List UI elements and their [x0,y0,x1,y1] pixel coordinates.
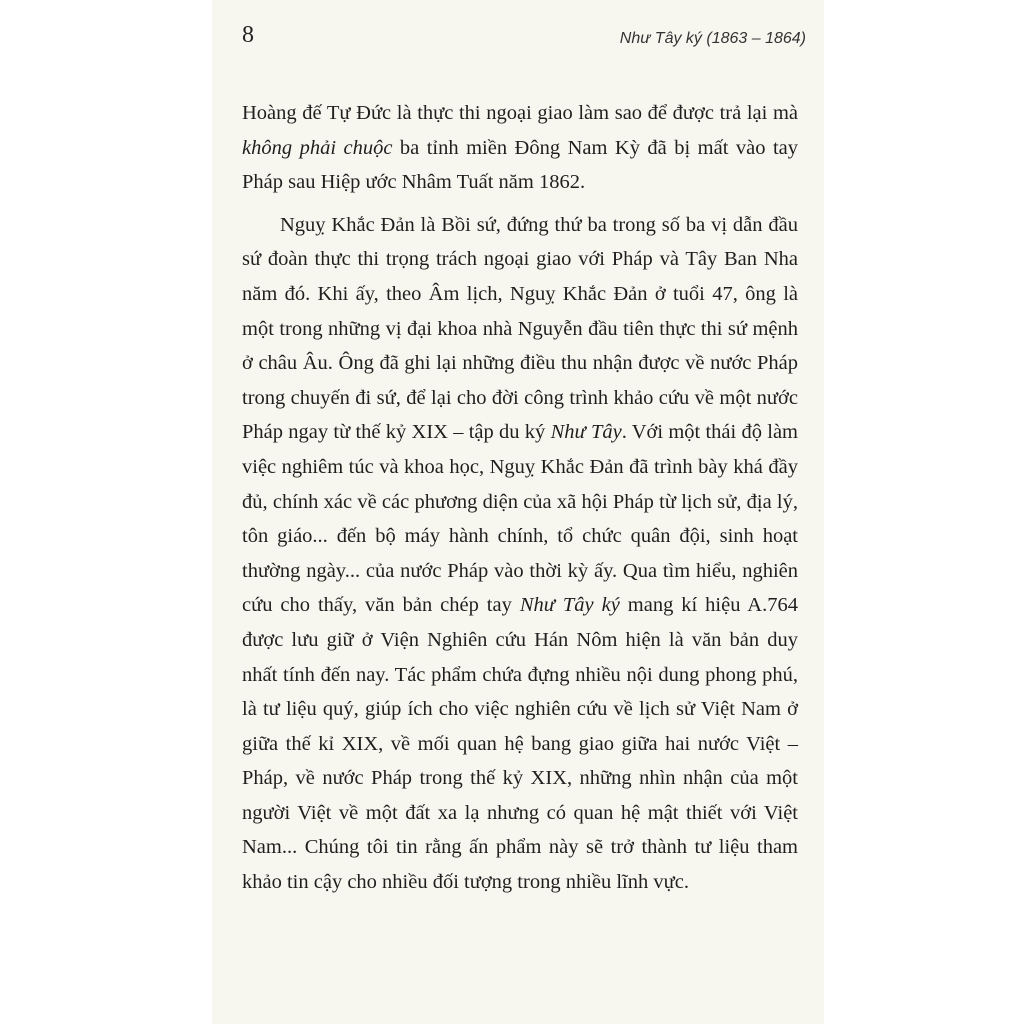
paragraph [242,208,798,900]
text-run: ba tỉnh miền Đông Nam Kỳ đã bị mất vào tay Pháp sau Hiệp ước Nhâm Tuất năm 1862. [242,136,798,194]
italic-text: Như Tây [550,421,622,444]
text-run: . Với một thái độ làm việc nghiêm túc và khoa học, Nguỵ Khắc Đản đã trình bày khá đầy đủ, chính xác về các phương diện của xã hội Pháp từ lịch sử, địa lý, tôn giáo... đến bộ máy hành chính, tổ chức quân đội, sinh hoạt thường ngày... của nước Pháp vào thời kỳ ấy. Qua tìm hiểu, nghiên cứu cho thấy, văn bản chép tay [242,421,798,617]
body-text [242,96,798,900]
italic-text: Như Tây ký [519,594,620,617]
italic-text: không phải chuộc [242,136,393,159]
paragraph [242,96,798,200]
text-run: Hoàng đế Tự Đức là thực thi ngoại giao làm sao để được trả lại mà [242,102,798,124]
text-run: Nguỵ Khắc Đản là Bồi sứ, đứng thứ ba trong số ba vị dẫn đầu sứ đoàn thực thi trọng trách ngoại giao với Pháp và Tây Ban Nha năm đó. Khi ấy, theo Âm lịch, Nguỵ Khắc Đản ở tuổi 47, ông là một trong những vị đại khoa nhà Nguyễn đầu tiên thực thi sứ mệnh ở châu Âu. Ông đã ghi lại những điều thu nhận được về nước Pháp trong chuyến đi sứ, để lại cho đời công trình khảo cứu về một nước Pháp ngay từ thế kỷ XIX – tập du ký [242,213,798,444]
running-head: Như Tây ký (1863 – 1864) [619,30,806,47]
page-number: 8 [242,22,254,48]
text-run: mang kí hiệu A.764 được lưu giữ ở Viện Nghiên cứu Hán Nôm hiện là văn bản duy nhất tính đến nay. Tác phẩm chứa đựng nhiều nội dung phong phú, là tư liệu quý, giúp ích cho việc nghiên cứu về lịch sử Việt Nam ở giữa thế kỉ XIX, về mối quan hệ bang giao giữa hai nước Việt – Pháp, về nước Pháp trong thế kỷ XIX, những nhìn nhận của một người Việt về một đất xa lạ nhưng có quan hệ mật thiết với Việt Nam... Chúng tôi tin rằng ấn phẩm này sẽ trở thành tư liệu tham khảo tin cậy cho nhiều đối tượng trong nhiều lĩnh vực. [242,594,798,894]
